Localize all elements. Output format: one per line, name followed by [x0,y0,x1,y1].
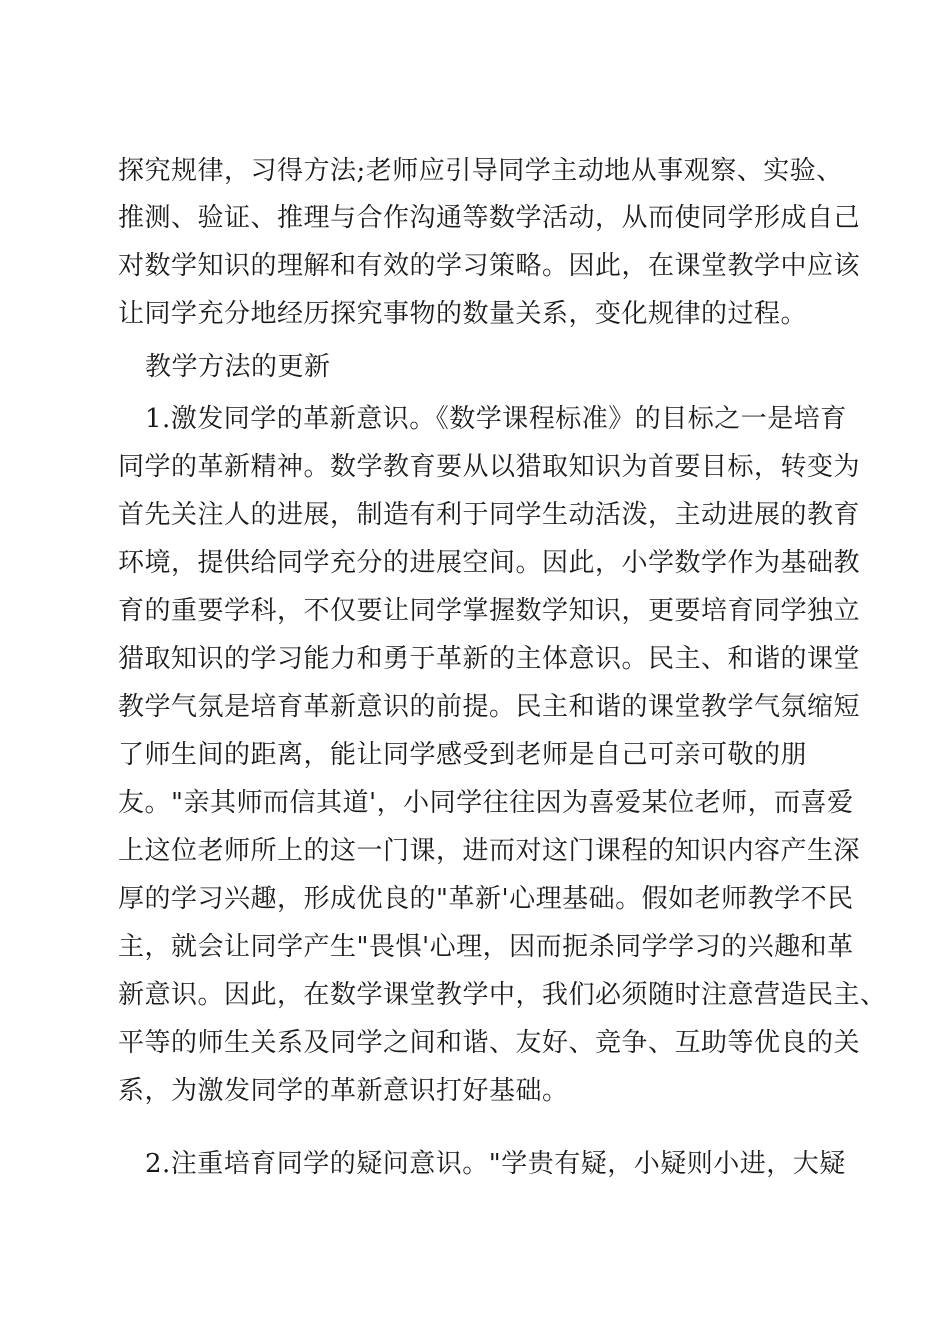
text-line-13: 了师生间的距离，能让同学感受到老师是自己可亲可敬的朋 [118,740,808,770]
text-line-16: 厚的学习兴趣，形成优良的"革新'心理基础。假如老师教学不民 [118,884,854,914]
text-line-10: 育的重要学科，不仅要让同学掌握数学知识，更要培育同学独立 [118,596,861,626]
text-line-1: 探究规律，习得方法;老师应引导同学主动地从事观察、实验、 [118,156,843,186]
text-line-19: 平等的师生关系及同学之间和谐、友好、竞争、互助等优良的关 [118,1028,861,1058]
text-line-9: 环境，提供给同学充分的进展空间。因此，小学数学作为基础教 [118,548,861,578]
text-line-8: 首先关注人的进展，制造有利于同学生动活泼，主动进展的教育 [118,500,861,530]
text-line-6: 1.激发同学的革新意识。《数学课程标准》的目标之一是培育 [145,404,847,434]
text-line-18: 新意识。因此，在数学课堂教学中，我们必须随时注意营造民主、 [118,980,887,1010]
text-line-7: 同学的革新精神。数学教育要从以猎取知识为首要目标，转变为 [118,452,861,482]
text-line-4: 让同学充分地经历探究事物的数量关系，变化规律的过程。 [118,299,808,329]
text-line-3: 对数学知识的理解和有效的学习策略。因此，在课堂教学中应该 [118,251,861,281]
text-line-20: 系，为激发同学的革新意识打好基础。 [118,1076,569,1106]
section-heading: 教学方法的更新 [145,352,331,382]
text-line-14: 友。"亲其师而信其道'，小同学往往因为喜爱某位老师，而喜爱 [118,788,854,818]
text-line-12: 教学气氛是培育革新意识的前提。民主和谐的课堂教学气氛缩短 [118,692,861,722]
text-line-15: 上这位老师所上的这一门课，进而对这门课程的知识内容产生深 [118,836,861,866]
text-line-21: 2.注重培育同学的疑问意识。"学贵有疑，小疑则小进，大疑 [145,1149,846,1179]
text-line-11: 猎取知识的学习能力和勇于革新的主体意识。民主、和谐的课堂 [118,644,861,674]
text-line-17: 主，就会让同学产生"畏惧'心理，因而扼杀同学学习的兴趣和革 [118,932,854,962]
text-line-2: 推测、验证、推理与合作沟通等数学活动，从而使同学形成自己 [118,203,861,233]
